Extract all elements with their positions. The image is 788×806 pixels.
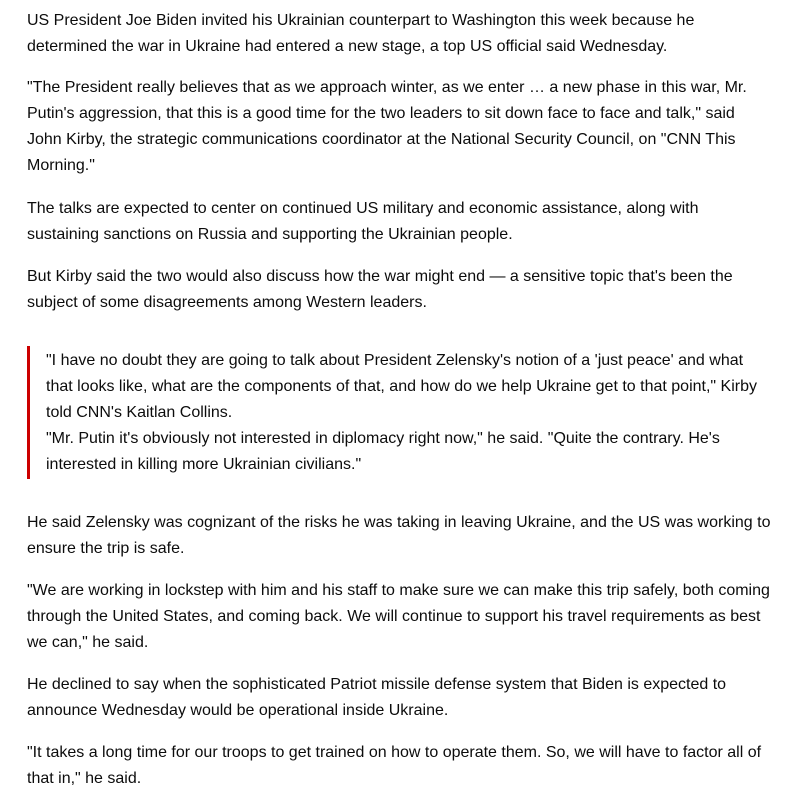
blockquote — [27, 348, 772, 478]
paragraph-7: He declined to say when the sophisticated Patriot missile defense system that Biden is expected to announce Wednesday would be operational inside Ukraine. — [27, 676, 727, 719]
paragraph-5: He said Zelensky was cognizant of the risks he was taking in leaving Ukraine, and the US was working to ensure the trip is safe. — [27, 514, 771, 557]
paragraph-1: US President Joe Biden invited his Ukrainian counterpart to Washington this week because he determined the war in Ukraine had entered a new stage, a top US official said Wednesday. — [27, 12, 695, 55]
paragraph-4: But Kirby said the two would also discuss how the war might end — a sensitive topic that's been the subject of some disagreements among Western leaders. — [27, 268, 733, 311]
paragraph-3: The talks are expected to center on continued US military and economic assistance, along with sustaining sanctions on Russia and supporting the Ukrainian people. — [27, 200, 699, 243]
paragraph-2: "The President really believes that as we approach winter, as we enter … a new phase in this war, Mr. Putin's aggression, that this is a good time for the two leaders to sit down face to face and talk," said John Kirby, the strategic communications coordinator at the National Security Council, on "CNN This Morning." — [27, 79, 747, 174]
paragraph-6: "We are working in lockstep with him and his staff to make sure we can make this trip safely, both coming through the United States, and coming back. We will continue to support his travel requirements as best we can," he said. — [27, 582, 770, 651]
paragraph-8: "It takes a long time for our troops to get trained on how to operate them. So, we will have to factor all of that in," he said. — [27, 744, 762, 787]
blockquote-bar — [27, 346, 30, 479]
blockquote-paragraph-2: "Mr. Putin it's obviously not interested in diplomacy right now," he said. "Quite the contrary. He's interested in killing more Ukrainian civilians." — [46, 430, 720, 473]
blockquote-paragraph-1: "I have no doubt they are going to talk about President Zelensky's notion of a 'just peace' and what that looks like, what are the components of that, and how do we help Ukraine get to that point," Kirby told CNN's Kaitlan Collins. — [46, 352, 757, 421]
